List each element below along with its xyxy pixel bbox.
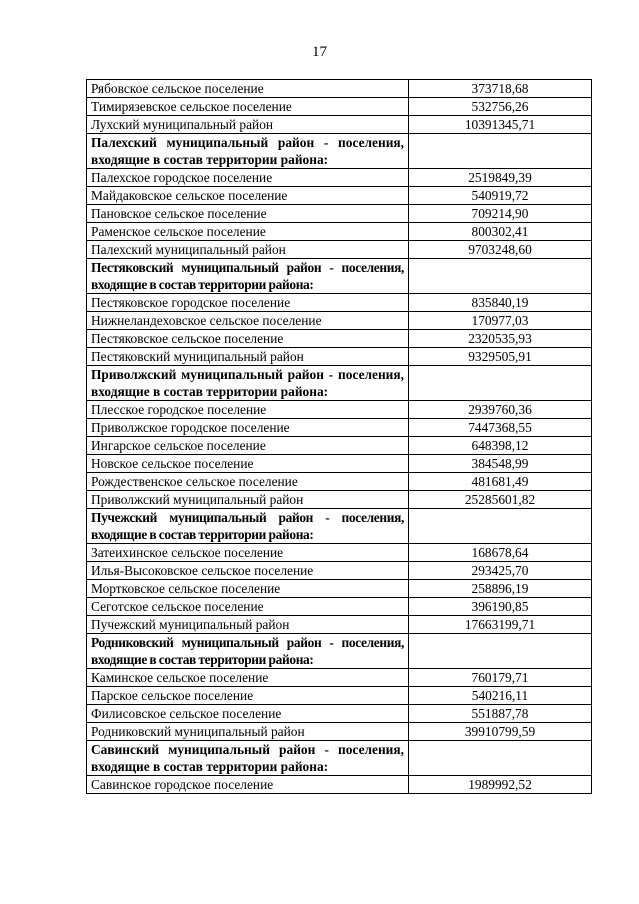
district-header-row [87, 741, 592, 776]
amount-cell: 396190,85 [409, 598, 592, 616]
settlement-name-cell: Пучежский муниципальный район [87, 616, 409, 634]
amount-cell: 373718,68 [409, 80, 592, 98]
amount-cell [409, 134, 592, 169]
amount-cell: 17663199,71 [409, 616, 592, 634]
amount-cell: 540216,11 [409, 687, 592, 705]
settlement-name-cell: Нижнеландеховское сельское поселение [87, 312, 409, 330]
table-row [87, 312, 592, 330]
settlement-name-cell: Пестяковское городское поселение [87, 294, 409, 312]
table-row [87, 348, 592, 366]
settlement-name-cell: Парское сельское поселение [87, 687, 409, 705]
amount-cell: 384548,99 [409, 455, 592, 473]
amount-cell: 2939760,36 [409, 401, 592, 419]
table-row [87, 419, 592, 437]
settlement-name-cell: Родниковский муниципальный район [87, 723, 409, 741]
table-row [87, 562, 592, 580]
table-row [87, 294, 592, 312]
amount-cell: 532756,26 [409, 98, 592, 116]
district-header-cell: Палехский муниципальный район - поселения, входящие в состав территории района: [87, 134, 409, 169]
amount-cell: 168678,64 [409, 544, 592, 562]
table-row [87, 776, 592, 794]
table-row [87, 80, 592, 98]
settlement-name-cell: Рождественское сельское поселение [87, 473, 409, 491]
amount-cell [409, 741, 592, 776]
table-row [87, 401, 592, 419]
table-row [87, 616, 592, 634]
amount-cell: 10391345,71 [409, 116, 592, 134]
budget-table-body [87, 80, 592, 794]
table-row [87, 437, 592, 455]
settlement-name-cell: Майдаковское сельское поселение [87, 187, 409, 205]
settlement-name-cell: Приволжский муниципальный район [87, 491, 409, 509]
amount-cell [409, 259, 592, 294]
amount-cell: 9329505,91 [409, 348, 592, 366]
settlement-name-cell: Филисовское сельское поселение [87, 705, 409, 723]
district-header-row [87, 509, 592, 544]
settlement-name-cell: Пановское сельское поселение [87, 205, 409, 223]
amount-cell [409, 509, 592, 544]
table-row [87, 705, 592, 723]
settlement-name-cell: Пестяковское сельское поселение [87, 330, 409, 348]
amount-cell: 2320535,93 [409, 330, 592, 348]
district-header-cell: Савинский муниципальный район - поселения, входящие в состав территории района: [87, 741, 409, 776]
settlement-name-cell: Мортковское сельское поселение [87, 580, 409, 598]
amount-cell: 9703248,60 [409, 241, 592, 259]
table-row [87, 169, 592, 187]
settlement-name-cell: Новское сельское поселение [87, 455, 409, 473]
table-row [87, 544, 592, 562]
district-header-row [87, 259, 592, 294]
table-row [87, 98, 592, 116]
page-number: 17 [312, 44, 327, 60]
settlement-name-cell: Плесское городское поселение [87, 401, 409, 419]
amount-cell: 293425,70 [409, 562, 592, 580]
budget-table [86, 79, 592, 794]
district-header-cell: Пестяковский муниципальный район - поселения, входящие в состав территории района: [87, 259, 409, 294]
table-row [87, 187, 592, 205]
amount-cell: 481681,49 [409, 473, 592, 491]
table-row [87, 491, 592, 509]
amount-cell: 760179,71 [409, 669, 592, 687]
amount-cell [409, 634, 592, 669]
amount-cell: 540919,72 [409, 187, 592, 205]
settlement-name-cell: Ингарское сельское поселение [87, 437, 409, 455]
table-row [87, 116, 592, 134]
amount-cell: 648398,12 [409, 437, 592, 455]
settlement-name-cell: Илья-Высоковское сельское поселение [87, 562, 409, 580]
table-row [87, 205, 592, 223]
settlement-name-cell: Тимирязевское сельское поселение [87, 98, 409, 116]
settlement-name-cell: Палехский муниципальный район [87, 241, 409, 259]
table-row [87, 687, 592, 705]
table-row [87, 241, 592, 259]
amount-cell: 170977,03 [409, 312, 592, 330]
amount-cell: 25285601,82 [409, 491, 592, 509]
settlement-name-cell: Палехское городское поселение [87, 169, 409, 187]
amount-cell: 709214,90 [409, 205, 592, 223]
amount-cell: 39910799,59 [409, 723, 592, 741]
settlement-name-cell: Затеихинское сельское поселение [87, 544, 409, 562]
amount-cell [409, 366, 592, 401]
amount-cell: 2519849,39 [409, 169, 592, 187]
settlement-name-cell: Раменское сельское поселение [87, 223, 409, 241]
table-row [87, 669, 592, 687]
district-header-row [87, 634, 592, 669]
table-row [87, 330, 592, 348]
amount-cell: 835840,19 [409, 294, 592, 312]
table-row [87, 455, 592, 473]
settlement-name-cell: Каминское сельское поселение [87, 669, 409, 687]
table-row [87, 580, 592, 598]
settlement-name-cell: Савинское городское поселение [87, 776, 409, 794]
settlement-name-cell: Лухский муниципальный район [87, 116, 409, 134]
settlement-name-cell: Пестяковский муниципальный район [87, 348, 409, 366]
settlement-name-cell: Приволжское городское поселение [87, 419, 409, 437]
district-header-cell: Приволжский муниципальный район - поселения, входящие в состав территории района: [87, 366, 409, 401]
table-row [87, 223, 592, 241]
amount-cell: 1989992,52 [409, 776, 592, 794]
amount-cell: 800302,41 [409, 223, 592, 241]
district-header-row [87, 366, 592, 401]
amount-cell: 551887,78 [409, 705, 592, 723]
district-header-cell: Пучежский муниципальный район - поселения, входящие в состав территории района: [87, 509, 409, 544]
amount-cell: 7447368,55 [409, 419, 592, 437]
table-row [87, 473, 592, 491]
district-header-cell: Родниковский муниципальный район - поселения, входящие в состав территории района: [87, 634, 409, 669]
district-header-row [87, 134, 592, 169]
settlement-name-cell: Рябовское сельское поселение [87, 80, 409, 98]
table-row [87, 598, 592, 616]
settlement-name-cell: Сеготское сельское поселение [87, 598, 409, 616]
amount-cell: 258896,19 [409, 580, 592, 598]
table-row [87, 723, 592, 741]
